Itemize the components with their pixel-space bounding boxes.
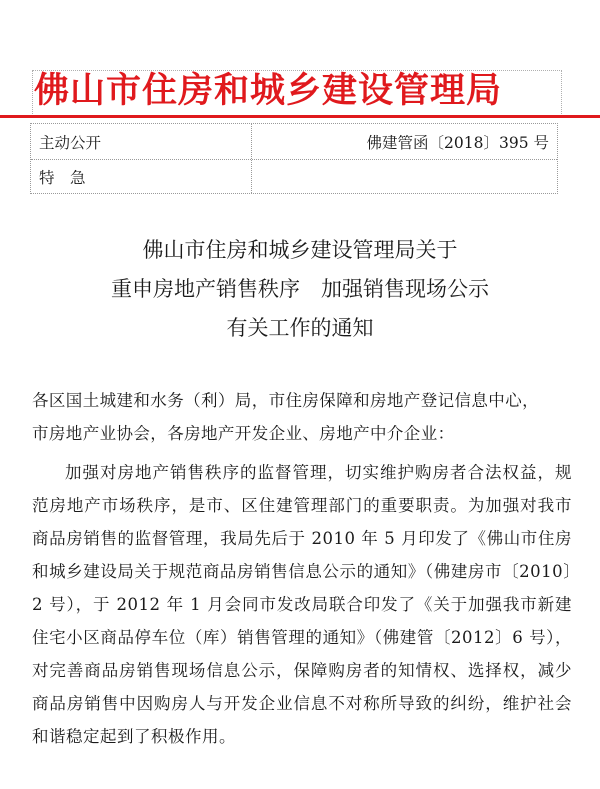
agency-title: 佛山市住房和城乡建设管理局 [34, 71, 503, 111]
document-title-line: 佛山市住房和城乡建设管理局关于 [142, 238, 458, 262]
meta-table [30, 123, 558, 194]
meta-row [31, 159, 557, 194]
document-number: 佛建管函〔2018〕395 号 [366, 134, 549, 152]
salutation-line: 市房地产业协会，各房地产开发企业、房地产中介企业： [32, 424, 455, 443]
salutation [32, 384, 572, 450]
red-divider-line [0, 115, 600, 118]
disclosure-label: 主动公开 [39, 134, 102, 152]
body-paragraph: 加强对房地产销售秩序的监督管理，切实维护购房者合法权益，规范房地产市场秩序，是市、区住建管理部门的重要职责。为加强对我市商品房销售的监督管理，我局先后于 2010 年 5 月印发了《佛山市住房和城乡建设局关于规范商品房销售信息公示的通知》（佛建房市〔2010〕2 号），于 2012 年 1 月会同市发改局联合印发了《关于加强我市新建住宅小区商品停车位（库）销售管理的通知》（佛建管〔2012〕6 号），对完善商品房销售现场信息公示，保障购房者的知情权、选择权，减少商品房销售中因购房人与开发企业信息不对称所导致的纠纷，维护社会和谐稳定起到了积极作用。 [32, 463, 572, 746]
salutation-line: 各区国土城建和水务（利）局，市住房保障和房地产登记信息中心， [32, 391, 539, 410]
meta-row [31, 124, 557, 160]
urgency-label: 特 急 [39, 169, 86, 187]
document-title-line: 重申房地产销售秩序 加强销售现场公示 [111, 277, 489, 301]
document-title-line: 有关工作的通知 [226, 316, 374, 340]
